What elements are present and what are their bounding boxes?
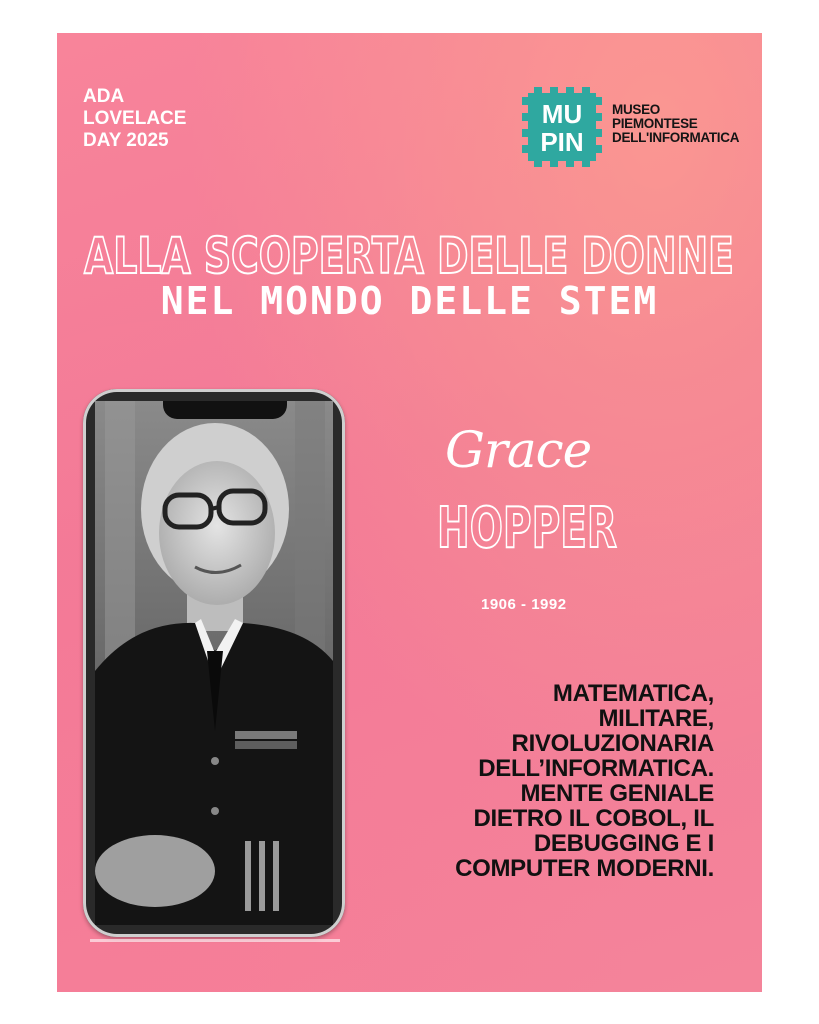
phone-notch [163, 401, 287, 419]
description [374, 681, 714, 881]
phone-frame [83, 389, 345, 937]
headline-line-2: NEL MONDO DELLE STEM [160, 279, 659, 323]
logo-text-top: MU [541, 99, 583, 129]
last-name [427, 493, 627, 563]
headline-text-1: ALLA SCOPERTA DELLE DONNE [84, 227, 734, 285]
description-line: MATEMATICA, [552, 680, 714, 707]
portrait-photo [95, 401, 333, 925]
description-line: COMPUTER MODERNI. [455, 855, 714, 882]
museum-name [612, 103, 739, 145]
museum-line-3: DELL'INFORMATICA [612, 130, 740, 145]
mupin-logo [520, 85, 604, 169]
description-line: RIVOLUZIONARIA [511, 730, 714, 757]
event-line-3: DAY 2025 [83, 130, 169, 151]
event-title [83, 86, 186, 152]
last-name-text: HOPPER [437, 496, 617, 561]
logo-text-bottom: PIN [540, 127, 584, 157]
museum-line-2: PIEMONTESE [612, 116, 698, 131]
museum-line-1: MUSEO [612, 102, 661, 117]
life-years: 1906 - 1992 [481, 596, 567, 613]
description-line: MILITARE, [598, 705, 714, 732]
description-line: DIETRO IL COBOL, IL [473, 805, 714, 832]
portrait-image [95, 401, 333, 925]
first-name: Grace [445, 421, 592, 479]
poster [57, 33, 762, 992]
description-line: DEBUGGING E I [533, 830, 714, 857]
event-line-2: LOVELACE [83, 108, 187, 129]
description-line: DELL’INFORMATICA. [478, 755, 714, 782]
event-line-1: ADA [83, 86, 125, 107]
phone-shadow [90, 939, 340, 942]
description-line: MENTE GENIALE [520, 780, 714, 807]
